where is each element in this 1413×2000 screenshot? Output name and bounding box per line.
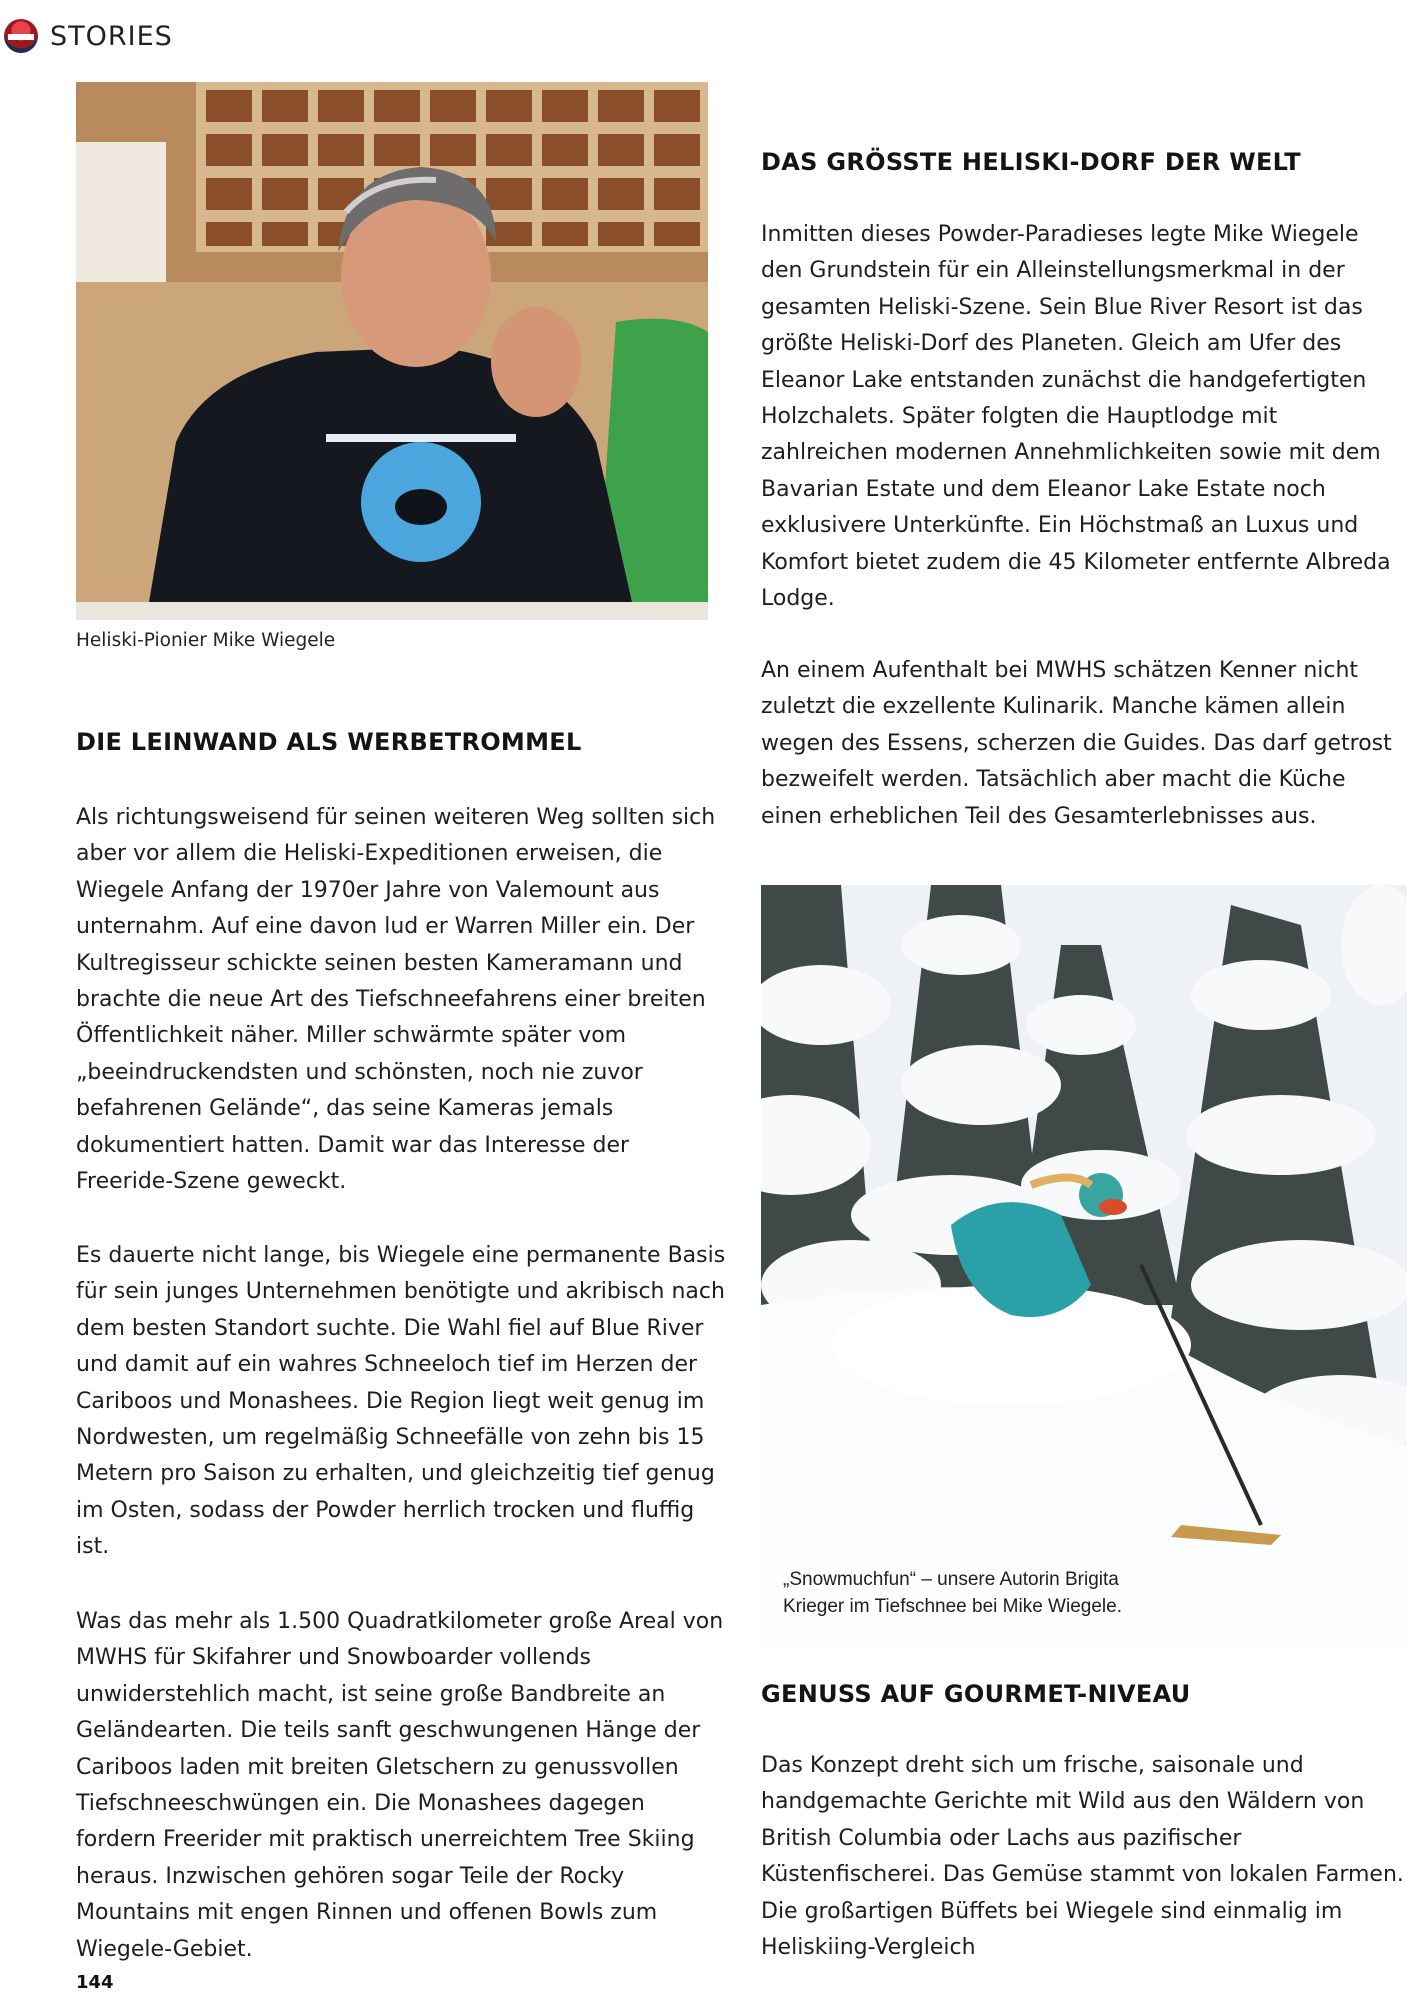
- skier-photo-caption: „Snowmuchfun“ – unsere Autorin Brigita: [783, 1569, 1119, 1590]
- magazine-logo-icon: [4, 19, 38, 53]
- body-paragraph: Was das mehr als 1.500 Quadratkilometer große Areal von MWHS für Skifahrer und Snowboarder vollends unwiderstehlich macht, ist seine große Bandbreite an Geländearten. Die teils sanft geschwungenen Hänge der Cariboos laden mit breiten Gletschern zu genussvollen Tiefschneeschwüngen ein. Die Monashees dagegen fordern Freerider mit praktisch unerreichtem Tree Skiing heraus. Inzwischen gehören sogar Teile der Rocky Mountains mit engen Rinnen und offenen Bowls zum Wiegele-Gebiet.: [76, 1609, 724, 1962]
- section-heading: DIE LEINWAND ALS WERBETROMMEL: [76, 728, 582, 756]
- body-paragraph: Als richtungsweisend für seinen weiteren Weg sollten sich aber vor allem die Heliski-Expeditionen erweisen, die Wiegele Anfang der 1970er Jahre von Valemount aus unternahm. Auf eine davon lud er Warren Miller ein. Der Kultregisseur schickte seinen besten Kameramann und brachte die neue Art des Tiefschneefahrens einer breiten Öffentlichkeit näher. Miller schwärmte später vom „beeindruckendsten und schönsten, noch nie zuvor befahrenen Gelände“, das seine Kameras jemals dokumentiert hatten. Damit war das Interesse der Freeride-Szene geweckt.: [76, 805, 716, 1195]
- section-heading: DAS GRÖSSTE HELISKI-DORF DER WELT: [761, 148, 1301, 176]
- body-paragraph: Es dauerte nicht lange, bis Wiegele eine permanente Basis für sein junges Unternehmen benötigte und akribisch nach dem besten Standort suchte. Die Wahl fiel auf Blue River und damit auf ein wahres Schneeloch tief im Herzen der Cariboos und Monashees. Die Region liegt weit genug im Nordwesten, um regelmäßig Schneefälle von zehn bis 15 Metern pro Saison zu erhalten, und gleichzeitig tief genug im Osten, sodass der Powder herrlich trocken und fluffig ist.: [76, 1243, 726, 1560]
- section-heading: GENUSS AUF GOURMET-NIVEAU: [761, 1680, 1191, 1708]
- body-paragraph: Das Konzept dreht sich um frische, saisonale und handgemachte Gerichte mit Wild aus den Wäldern von British Columbia oder Lachs aus pazifischer Küstenfischerei. Das Gemüse stammt von lokalen Farmen. Die großartigen Büffets bei Wiegele sind einmalig im Heliskiing-Vergleich: [761, 1753, 1404, 1961]
- body-paragraph: An einem Aufenthalt bei MWHS schätzen Kenner nicht zuletzt die exzellente Kulinarik. Manche kämen allein wegen des Essens, scherzen die Guides. Das darf getrost bezweifelt werden. Tatsächlich aber macht die Küche einen erheblichen Teil des Gesamterlebnisses aus.: [761, 658, 1392, 829]
- page-number: 144: [76, 1972, 114, 1993]
- page-header: [0, 16, 173, 56]
- skier-photo-caption: Krieger im Tiefschnee bei Mike Wiegele.: [783, 1596, 1122, 1617]
- portrait-photo: [76, 82, 708, 620]
- portrait-caption: Heliski-Pionier Mike Wiegele: [76, 630, 336, 651]
- body-paragraph: Inmitten dieses Powder-Paradieses legte Mike Wiegele den Grundstein für ein Alleinstellungsmerkmal in der gesamten Heliski-Szene. Sein Blue River Resort ist das größte Heliski-Dorf des Planeten. Gleich am Ufer des Eleanor Lake entstanden zunächst die handgefertigten Holzchalets. Später folgten die Hauptlodge mit zahlreichen modernen Annehmlichkeiten sowie mit dem Bavarian Estate und dem Eleanor Lake Estate noch exklusivere Unterkünfte. Ein Höchstmaß an Luxus und Komfort bietet zudem die 45 Kilometer entfernte Albreda Lodge.: [761, 222, 1391, 612]
- section-label: STORIES: [50, 20, 173, 52]
- skier-photo: [761, 885, 1407, 1647]
